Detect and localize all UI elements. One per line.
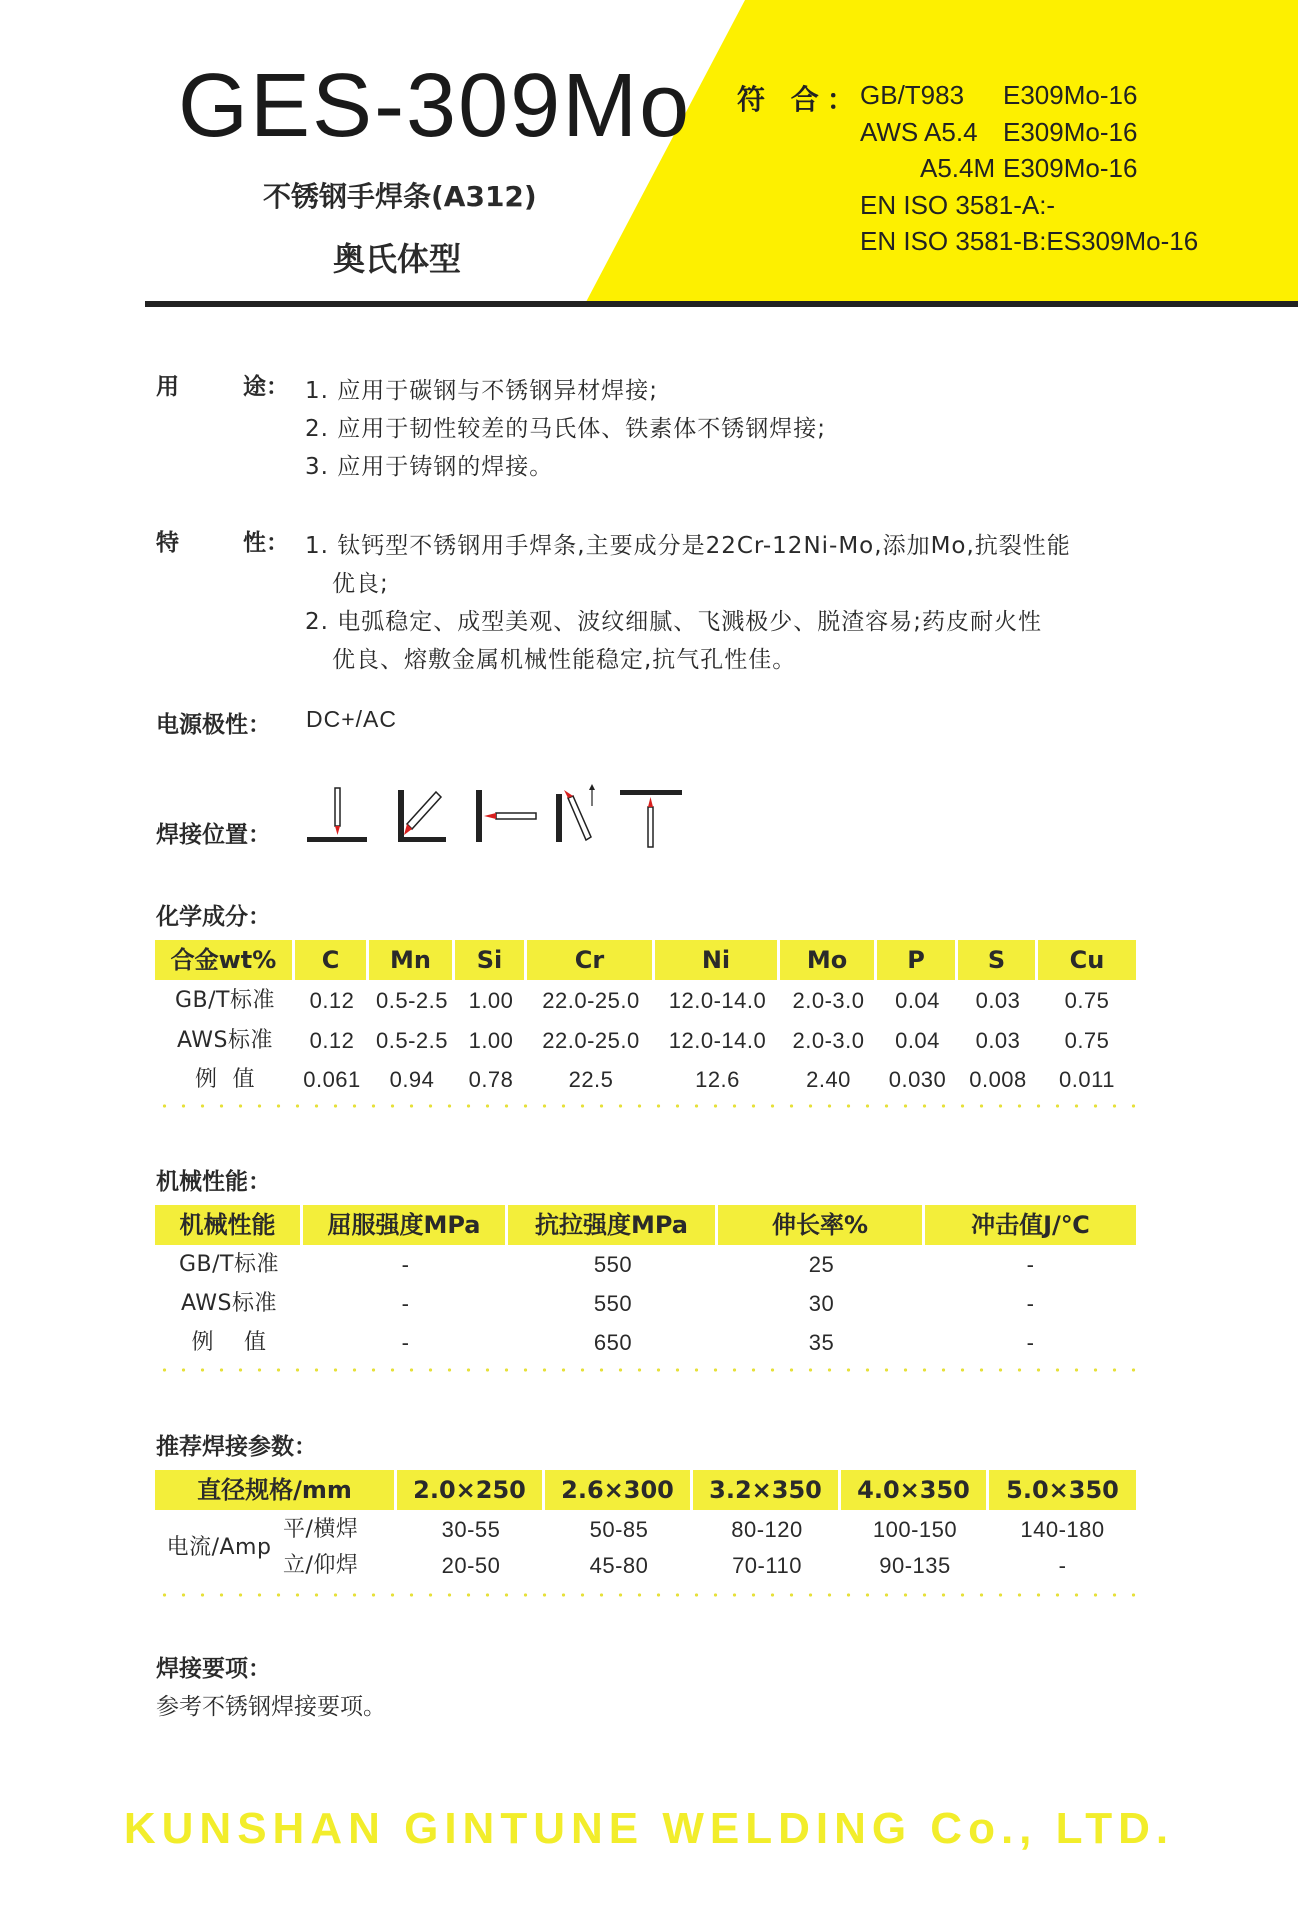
chemical-title: 化学成分： xyxy=(156,904,271,930)
table-row xyxy=(155,1022,1136,1060)
row-label: 例 值 xyxy=(191,1330,267,1355)
table-row xyxy=(155,982,1136,1020)
header-cell: 合金wt% xyxy=(155,940,295,980)
conform-label: 符 合： xyxy=(737,83,863,116)
standard-class: E309Mo-16 xyxy=(1003,80,1138,110)
table-cell: 550 xyxy=(593,1252,633,1277)
table-cell: 100-150 xyxy=(872,1517,958,1542)
table-cell: 0.008 xyxy=(969,1067,1027,1092)
vertical-up-position-icon xyxy=(556,784,595,842)
table-cell: 0.78 xyxy=(468,1067,514,1092)
table-cell: 0.061 xyxy=(303,1067,361,1092)
header-cell: 5.0×350 xyxy=(1006,1476,1119,1504)
row-label: AWS标准 xyxy=(180,1291,278,1316)
mechanical-title: 机械性能： xyxy=(156,1169,271,1195)
table-cell: 140-180 xyxy=(1020,1517,1105,1542)
header-cell: 机械性能 xyxy=(155,1205,303,1245)
row-label: 平/横焊 xyxy=(283,1517,359,1542)
table-cell: 0.5-2.5 xyxy=(376,988,448,1013)
header-cell: 伸长率% xyxy=(718,1205,925,1245)
header-rule xyxy=(145,301,1298,307)
header-cell: 冲击值J/℃ xyxy=(971,1211,1090,1239)
welding-positions-figure xyxy=(300,780,700,852)
table-cell: 22.5 xyxy=(568,1067,614,1092)
standard-class: E309Mo-16 xyxy=(1003,153,1138,183)
table-cell: 12.6 xyxy=(695,1067,740,1092)
row-label: GB/T标准 xyxy=(179,1252,279,1277)
header-cell: Mn xyxy=(369,940,455,980)
header-cell: 2.6×300 xyxy=(545,1470,693,1510)
params-title: 推荐焊接参数： xyxy=(156,1434,317,1460)
usage-label: 用 途： xyxy=(156,374,290,400)
notes-text: 参考不锈钢焊接要项。 xyxy=(156,1694,386,1720)
table-cell: 0.04 xyxy=(895,1028,940,1053)
table-header xyxy=(155,1205,1136,1245)
table-cell: 80-120 xyxy=(731,1517,803,1542)
table-cell: - xyxy=(1026,1291,1035,1316)
table-cell: 0.75 xyxy=(1064,1028,1110,1053)
table-cell: 90-135 xyxy=(879,1553,951,1578)
table-cell: 2.0-3.0 xyxy=(792,988,865,1013)
table-cell: 20-50 xyxy=(441,1553,501,1578)
company-name: KUNSHAN GINTUNE WELDING Co., LTD. xyxy=(123,1804,1175,1853)
feature-line: 优良; xyxy=(332,571,389,597)
table-cell: 1.00 xyxy=(468,988,514,1013)
row-label: 例 值 xyxy=(195,1067,255,1092)
header-cell: 4.0×350 xyxy=(841,1470,989,1510)
table-cell: 0.12 xyxy=(309,988,355,1013)
table-cell: 12.0-14.0 xyxy=(668,988,767,1013)
table-row xyxy=(155,1512,1136,1548)
dotted-divider xyxy=(155,1368,1136,1372)
table-cell: 550 xyxy=(593,1291,633,1316)
table-cell: 1.00 xyxy=(468,1028,514,1053)
polarity-label: 电源极性： xyxy=(156,712,271,738)
table-cell: 22.0-25.0 xyxy=(542,1028,640,1053)
usage-item: 2. 应用于韧性较差的马氏体、铁素体不锈钢焊接; xyxy=(305,416,827,442)
table-cell: 2.0-3.0 xyxy=(792,1028,865,1053)
row-label: 立/仰焊 xyxy=(283,1553,359,1578)
table-header xyxy=(155,1470,1136,1510)
table-cell: 0.03 xyxy=(975,988,1021,1013)
table-cell: - xyxy=(401,1291,410,1316)
mechanical-table xyxy=(155,1205,1136,1375)
horizontal-position-icon xyxy=(476,790,536,842)
table-cell: 0.030 xyxy=(888,1067,947,1092)
table-cell: - xyxy=(401,1252,410,1277)
flat-position-icon xyxy=(307,788,367,842)
standard-class: E309Mo-16 xyxy=(1003,117,1138,147)
header-cell: 屈服强度MPa xyxy=(303,1205,508,1245)
table-cell: 12.0-14.0 xyxy=(668,1028,767,1053)
table-row xyxy=(155,1324,1136,1362)
standard-name: GB/T983 xyxy=(860,80,965,110)
table-cell: 30 xyxy=(808,1291,835,1316)
feature-line: 2. 电弧稳定、成型美观、波纹细腻、飞溅极少、脱渣容易;药皮耐火性 xyxy=(305,609,1043,635)
table-cell: 0.94 xyxy=(389,1067,435,1092)
product-title: GES-309Mo xyxy=(178,56,692,156)
table-row xyxy=(155,1548,1136,1584)
table-cell: 50-85 xyxy=(589,1517,649,1542)
table-cell: 0.12 xyxy=(309,1028,355,1053)
header-cell: Ni xyxy=(655,940,780,980)
table-cell: 2.40 xyxy=(806,1067,851,1092)
table-cell: 650 xyxy=(593,1330,633,1355)
standard-name: AWS A5.4 xyxy=(860,117,978,147)
table-cell: - xyxy=(401,1330,410,1355)
chemical-table xyxy=(155,940,1136,1110)
features-label: 特 性： xyxy=(156,530,290,556)
notes-title: 焊接要项： xyxy=(156,1656,271,1682)
horizontal-fillet-icon xyxy=(398,790,446,842)
product-subtitle: 不锈钢手焊条(A312) xyxy=(263,180,537,213)
table-cell: 0.03 xyxy=(975,1028,1021,1053)
dotted-divider xyxy=(155,1104,1136,1108)
table-cell: 22.0-25.0 xyxy=(542,988,640,1013)
table-cell: - xyxy=(1026,1330,1035,1355)
table-row xyxy=(155,1061,1136,1099)
header-cell: 2.0×250 xyxy=(397,1470,545,1510)
table-header xyxy=(155,940,1136,980)
table-cell: 30-55 xyxy=(441,1517,501,1542)
table-cell: 45-80 xyxy=(589,1553,649,1578)
table-cell: 35 xyxy=(808,1330,835,1355)
header-cell: S xyxy=(958,940,1038,980)
usage-item: 1. 应用于碳钢与不锈钢异材焊接; xyxy=(305,378,659,404)
table-row xyxy=(155,1246,1136,1284)
table-cell: - xyxy=(1058,1553,1067,1578)
row-label: GB/T标准 xyxy=(175,988,275,1013)
table-cell: 0.04 xyxy=(895,988,940,1013)
standard-name: EN ISO 3581-B:ES309Mo-16 xyxy=(860,226,1199,256)
table-cell: 0.5-2.5 xyxy=(376,1028,448,1053)
usage-item: 3. 应用于铸钢的焊接。 xyxy=(305,454,554,480)
overhead-position-icon xyxy=(620,790,682,847)
feature-line: 优良、熔敷金属机械性能稳定,抗气孔性佳。 xyxy=(332,647,797,673)
row-label: AWS标准 xyxy=(176,1028,274,1053)
current-label: 电流/Amp xyxy=(166,1535,272,1560)
dotted-divider xyxy=(155,1593,1136,1597)
header-cell: 3.2×350 xyxy=(693,1470,841,1510)
header-cell: P xyxy=(877,940,958,980)
header-cell: 抗拉强度MPa xyxy=(508,1205,718,1245)
header-cell: C xyxy=(295,940,369,980)
polarity-value: DC+/AC xyxy=(306,706,397,732)
product-type: 奥氏体型 xyxy=(333,240,462,278)
table-cell: 25 xyxy=(808,1252,835,1277)
table-row xyxy=(155,1285,1136,1323)
table-cell: - xyxy=(1026,1252,1035,1277)
table-cell: 0.011 xyxy=(1059,1067,1115,1092)
standard-name: A5.4M xyxy=(920,153,996,183)
header-cell: Si xyxy=(455,940,527,980)
header-cell: Cr xyxy=(527,940,655,980)
table-cell: 0.75 xyxy=(1064,988,1110,1013)
table-cell: 70-110 xyxy=(732,1553,802,1578)
params-table xyxy=(155,1470,1136,1600)
header-cell: Cu xyxy=(1069,946,1105,974)
feature-line: 1. 钛钙型不锈钢用手焊条,主要成分是22Cr-12Ni-Mo,添加Mo,抗裂性能 xyxy=(305,533,1071,559)
header-cell: Mo xyxy=(780,940,877,980)
positions-label: 焊接位置： xyxy=(156,822,271,848)
standard-name: EN ISO 3581-A:- xyxy=(860,190,1056,220)
header-cell: 直径规格/mm xyxy=(155,1470,397,1510)
